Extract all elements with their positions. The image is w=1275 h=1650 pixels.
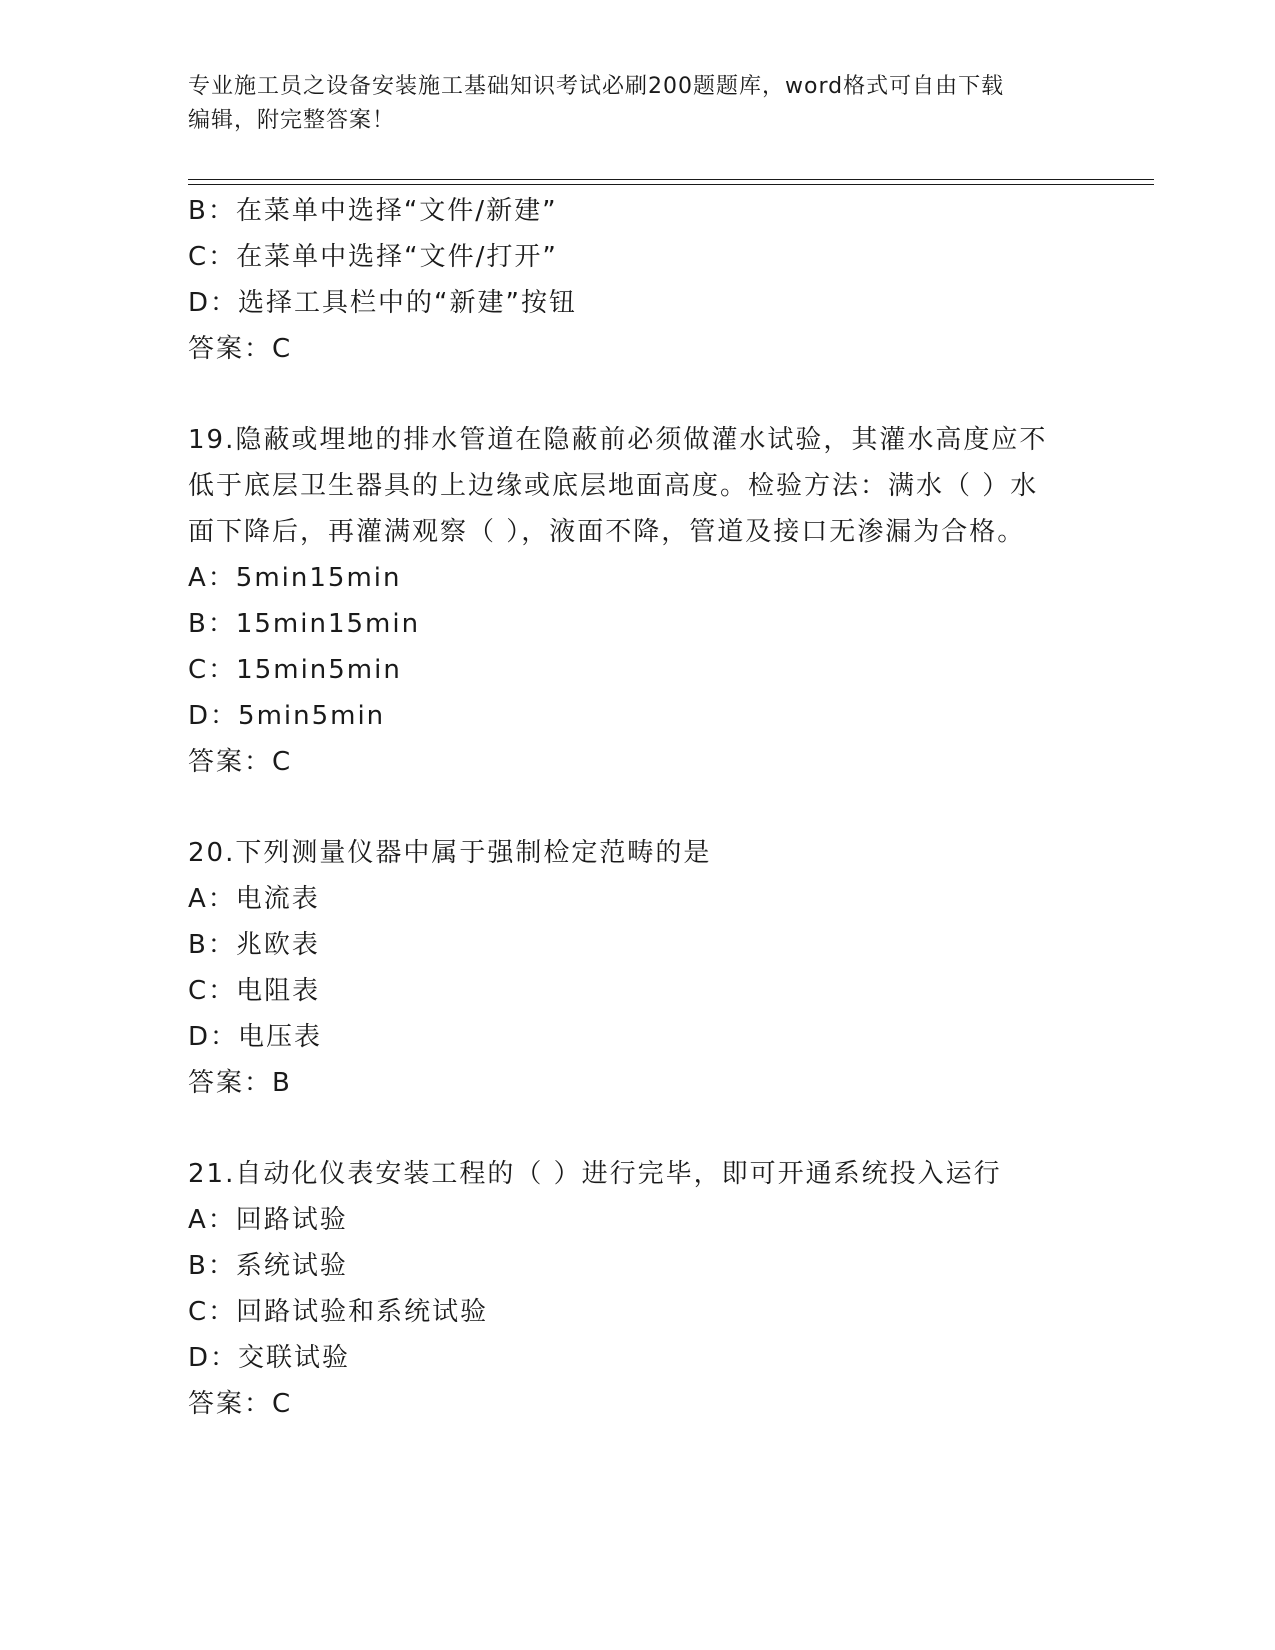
- option-b: B：系统试验: [188, 1251, 348, 1281]
- spacer: [188, 785, 1088, 830]
- answer-line: 答案：C: [188, 334, 293, 364]
- option-c: C：回路试验和系统试验: [188, 1297, 489, 1327]
- header-title-line-2: 编辑，附完整答案！: [188, 108, 396, 133]
- header-divider-bottom: [188, 184, 1154, 185]
- question-20: [188, 830, 1088, 1106]
- question-stem-line: 20.下列测量仪器中属于强制检定范畴的是: [188, 838, 712, 868]
- question-list: [188, 188, 1088, 1427]
- question-21: [188, 1151, 1088, 1427]
- document-header: [188, 70, 1088, 138]
- spacer: [188, 372, 1088, 417]
- option-a: A：回路试验: [188, 1205, 348, 1235]
- option-a: A：5min15min: [188, 563, 402, 593]
- option-d: D：交联试验: [188, 1343, 351, 1373]
- question-stem-line: 面下降后，再灌满观察（ ），液面不降，管道及接口无渗漏为合格。: [188, 517, 1026, 547]
- question-stem-line: 21.自动化仪表安装工程的（ ）进行完毕，即可开通系统投入运行: [188, 1159, 1002, 1189]
- header-title-line-1: 专业施工员之设备安装施工基础知识考试必刷200题题库，word格式可自由下载: [188, 74, 1005, 99]
- option-d: D：电压表: [188, 1022, 323, 1052]
- answer-line: 答案：B: [188, 1068, 292, 1098]
- answer-line: 答案：C: [188, 1389, 293, 1419]
- option-d: D：选择工具栏中的“新建”按钮: [188, 288, 577, 318]
- option-d: D：5min5min: [188, 701, 386, 731]
- option-c: C：电阻表: [188, 976, 321, 1006]
- option-a: A：电流表: [188, 884, 320, 914]
- option-c: C：在菜单中选择“文件/打开”: [188, 242, 558, 272]
- question-stem-line: 低于底层卫生器具的上边缘或底层地面高度。检验方法：满水（ ）水: [188, 471, 1039, 501]
- question-stem-line: 19.隐蔽或埋地的排水管道在隐蔽前必须做灌水试验，其灌水高度应不: [188, 425, 1048, 455]
- option-b: B：在菜单中选择“文件/新建”: [188, 196, 558, 226]
- question-19: [188, 417, 1088, 785]
- option-b: B：兆欧表: [188, 930, 320, 960]
- option-c: C：15min5min: [188, 655, 402, 685]
- header-divider-top: [188, 179, 1154, 180]
- spacer: [188, 1106, 1088, 1151]
- option-b: B：15min15min: [188, 609, 421, 639]
- question-18-tail: [188, 188, 1088, 372]
- answer-line: 答案：C: [188, 747, 293, 777]
